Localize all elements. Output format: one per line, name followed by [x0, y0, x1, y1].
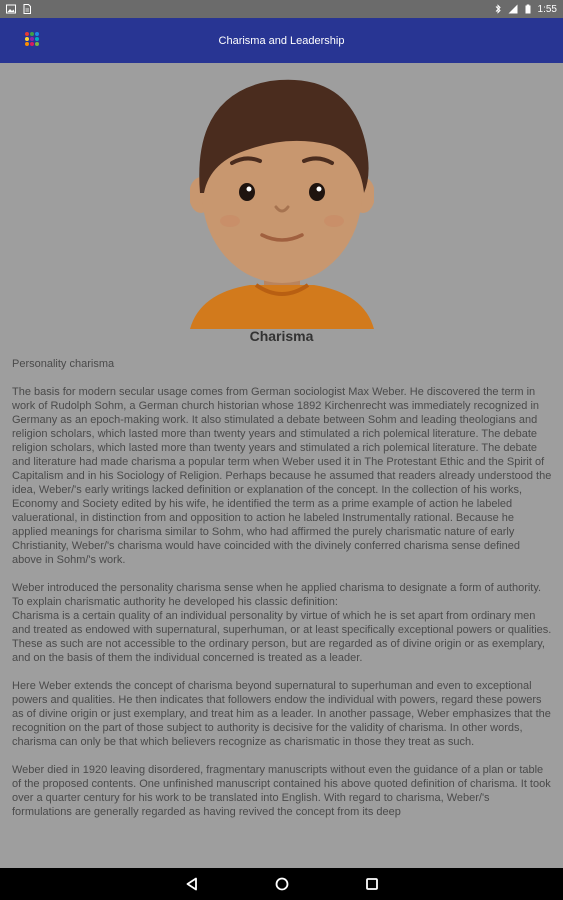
app-title: Charisma and Leadership [218, 34, 345, 47]
article-heading: Personality charisma [12, 358, 115, 370]
content-scroll[interactable] [0, 63, 563, 868]
article-paragraph: Weber introduced the personality charisma sense when he applied charisma to designate a form of authority. To explain charismatic authority he developed his classic definition: Charisma is a certain quality of an individual personality by virtue of which he is set apart from ordinary men and treated as endowed with supernatural, superhuman, or at least specifically exceptional powers or qualities. These as such are not accessible to the ordinary person, but are regarded as of divine origin or as exemplary, and on the basis of them the individual concerned is treated as a leader. [12, 582, 552, 664]
app-grid-icon[interactable] [22, 29, 42, 49]
app-bar [0, 18, 563, 63]
back-triangle-icon [185, 877, 199, 891]
status-left [6, 4, 32, 14]
status-bar [0, 0, 563, 18]
document-notification-icon [22, 4, 32, 14]
article [12, 357, 552, 833]
navigation-bar [0, 868, 563, 900]
recents-button[interactable] [362, 874, 382, 894]
back-button[interactable] [182, 874, 202, 894]
status-time: 1:55 [537, 3, 557, 15]
article-paragraph: The basis for modern secular usage comes from German sociologist Max Weber. He discovered the term in work of Rudolph Sohm, a German church historian whose 1892 Kirchenrecht was immediately recognized in Germany as an epoch-making work. It also stimulated a debate between Sohm and leading theologians and religion scholars, which lasted more than twenty years and stimulated a rich polemical literature. The debate religion scholars, which lasted more than twenty years and stimulated a rich polemical literature. The debate and literature had made charisma a popular term when Weber used it in The Protestant Ethic and the Spirit of Capitalism and in his Sociology of Religion. Perhaps because he assumed that readers already understood the idea, Weber/'s early writings lacked definition or explanation of the concept. In the collection of his works, Economy and Society edited by his wife, he identified the term as a prime example of action he labeled valuerational, in distinction from and opposition to action he labeled Instrumentally rational. Because he applied meanings for charisma similar to Sohm, who had affirmed the purely charismatic nature of early Christianity, Weber/'s charisma would have coincided with the divinely conferred charisma sense defined above in Sohm/'s work. [12, 386, 552, 566]
gallery-notification-icon [6, 4, 16, 14]
article-paragraph: Weber died in 1920 leaving disordered, fragmentary manuscripts without even the guidance of a plan or table of the proposed contents. One unfinished manuscript contained his above quoted definition of charisma. It took over a quarter century for his work to be translated into English. With regard to charisma, Weber/'s formulations are generally regarded as having revived the concept from its deep [12, 764, 551, 818]
home-circle-icon [275, 877, 289, 891]
signal-icon [508, 4, 518, 14]
recents-square-icon [365, 877, 379, 891]
home-button[interactable] [272, 874, 292, 894]
battery-icon [523, 4, 533, 14]
article-paragraph: Here Weber extends the concept of charisma beyond supernatural to superhuman and even to exceptional powers and qualities. He then indicates that followers endow the individual with powers, regard these powers as of divine origin or just exemplary, and treat him as a leader. In another passage, Weber emphasizes that the recognition on the part of those subject to authority is decisive for the validity of charisma. In other words, charisma can only be that which believers recognize as charismatic in those they treat as such. [12, 680, 551, 748]
avatar [190, 75, 374, 329]
avatar-name: Charisma [249, 328, 314, 344]
avatar-illustration [190, 75, 374, 329]
bluetooth-icon [493, 4, 503, 14]
status-right [493, 4, 557, 15]
